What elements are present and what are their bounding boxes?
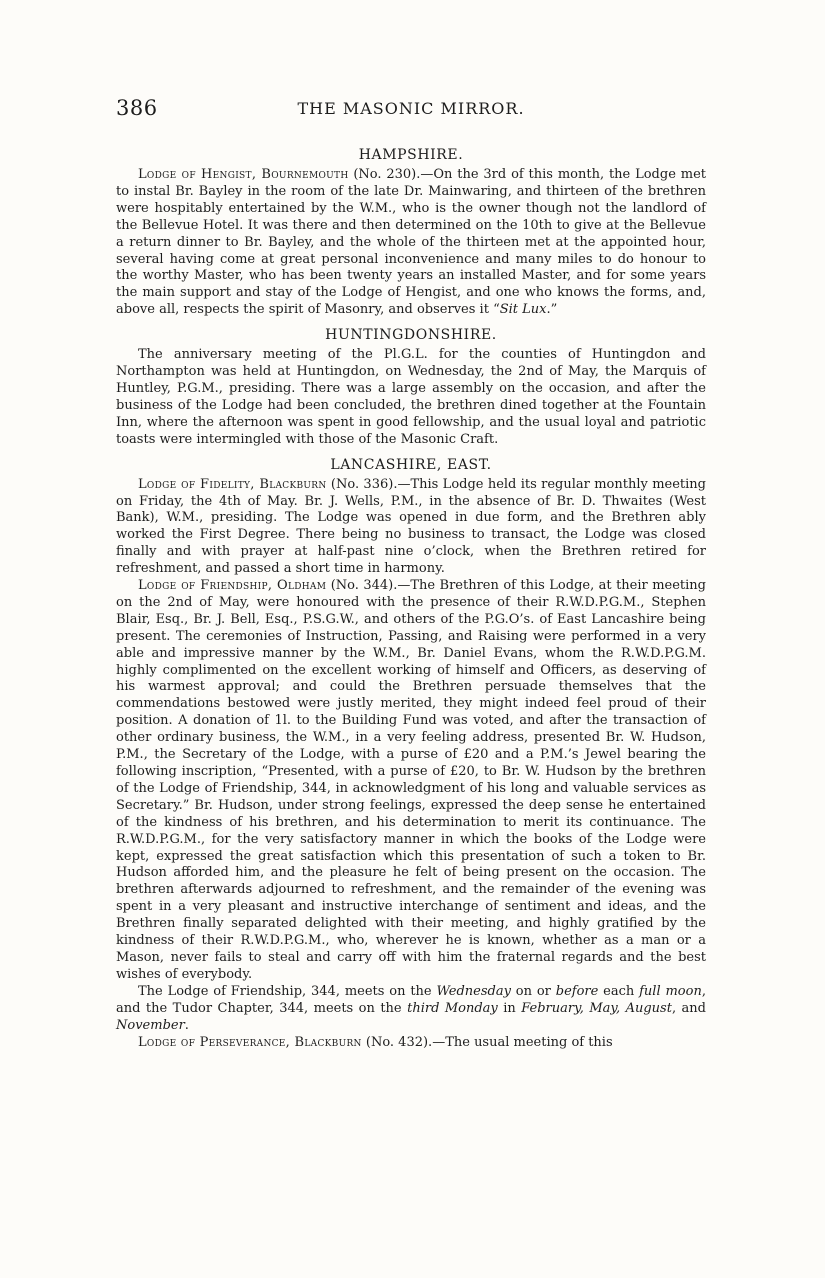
paragraph-text: (No. 344).—The Brethren of this Lodge, at their meeting on the 2nd of May, were honoured with the presence of their R.W.D.P.G.M., Stephen Blair, Esq., Br. J. Bell, Esq., P.S.G.W., and others of the P.G.O’s. of East Lancashire being present. The ceremonies of Instruction, Passing, and Raising were performed in a very able and impressive manner by the W.M., Br. Daniel Evans, whom the R.W.D.P.G.M. highly complimented on the excellent working of himself and Officers, as deserving of his warmest approval; and could the Brethren persuade themselves that the commendations bestowed were justly merited, they might indeed feel proud of their position. A donation of 1l. to the Building Fund was voted, and after the transaction of other ordinary business, the W.M., in a very feeling address, presented Br. W. Hudson, P.M., the Secretary of the Lodge, with a purse of £20 and a P.M.’s Jewel bearing the following inscription, “Presented, with a purse of £20, to Br. W. Hudson by the brethren of the Lodge of Friendship, 344, in acknowledgment of his long and valuable services as Secretary.” Br. Hudson, under strong feelings, expressed the deep sense he entertained of the kindness of his brethren, and his determination to merit its continuance. The R.W.D.P.G.M., for the very satisfactory manner in which the books of the Lodge were kept, expressed the great satisfaction which this presentation of such a token to Br. Hudson afforded him, and the pleasure he felt of being present on the occasion. The brethren afterwards adjourned to refreshment, and the remainder of the evening was spent in a very pleasant and instructive interchange of sentiment and ideas, and the Brethren finally separated delighted with their meeting, and highly gratified by the kindness of their R.W.D.P.G.M., who, wherever he is known, whether as a man or a Mason, never fails to steal and carry off with him the fraternal regards and the best wishes of everybody. [116,578,706,982]
paragraph-text: (No. 336).—This Lodge held its regular monthly meeting on Friday, the 4th of May. Br. J. Wells, P.M., in the absence of Br. D. Thwaites (West Bank), W.M., presiding. The Lodge was opened in due form, and the Brethren ably worked the First Degree. There being no business to transact, the Lodge was closed finally and with prayer at half-past nine o’clock, when the Brethren retired for refreshment, and passed a short time in harmony. [116,476,706,577]
paragraph-lodge-of-friendship [116,578,706,984]
running-head [116,96,706,120]
paragraph-text: (No. 432).—The usual meeting of this [361,1034,613,1050]
paragraph-lodge-of-fidelity [116,477,706,578]
text-run: each [598,983,640,999]
article-body [116,146,706,1051]
paragraph-text-end: .” [546,302,558,318]
italic-run: before [555,983,599,999]
section-heading-hampshire: HAMPSHIRE. [358,147,464,163]
italic-run: Wednesday [436,983,511,999]
lodge-name: Lodge of Friendship, Oldham [138,578,327,594]
paragraph-provincial-grand-lodge-meeting: The anniversary meeting of the Pl.G.L. for the counties of Huntingdon and Northampton was held at Huntingdon, on Wednesday, the 2nd of May, the Marquis of Huntley, P.G.M., presiding. There was a large assembly on the occasion, and after the business of the Lodge had been concluded, the brethren dined together at the Fountain Inn, where the afternoon was spent in good fellowship, and the usual loyal and patriotic toasts were intermingled with those of the Masonic Craft. [116,347,706,447]
text-run: in [497,1000,522,1016]
lodge-name: Lodge of Perseverance, Blackburn [138,1034,362,1050]
lodge-name: Lodge of Fidelity, Blackburn [138,476,327,492]
section-heading-lancashire-east: LANCASHIRE, EAST. [330,456,492,473]
lodge-name: Lodge of Hengist, Bournemouth [138,167,349,182]
text-run: on or [510,983,556,999]
text-run: The Lodge of Friendship, 344, meets on the [138,983,437,999]
italic-run: third Monday [407,1000,498,1016]
section-heading-huntingdonshire: HUNTINGDONSHIRE. [325,327,497,344]
text-run: . [184,1017,189,1033]
italic-run: February, May, August [521,1000,672,1016]
paragraph-meeting-schedule [116,984,706,1035]
motto-text: Sit Lux [499,302,547,318]
italic-run: November [116,1017,185,1033]
paragraph-lodge-of-perseverance [116,1035,706,1052]
paragraph-lodge-of-hengist [116,167,706,319]
text-run: , and [671,1000,706,1016]
text-run: , and the Tudor Chapter, 344, meets on the [116,983,706,1016]
paragraph-text: (No. 230).—On the 3rd of this month, the Lodge met to instal Br. Bayley in the room of the late Dr. Mainwaring, and thirteen of the brethren were hospitably entertained by the W.M., who is the owner though not the landlord of the Bellevue Hotel. It was there and then determined on the 10th to give at the Bellevue a return dinner to Br. Bayley, and the whole of the thirteen met at the appointed hour, several having come at great personal inconvenience and many miles to do honour to the worthy Master, who has been twenty years an installed Master, and for some years the main support and stay of the Lodge of Hengist, and one who knows the forms, and, above all, respects the spirit of Masonry, and observes it “ [116,167,706,318]
page-number: 386 [116,96,158,120]
journal-title: THE MASONIC MIRROR. [297,99,525,118]
italic-run: full moon [639,983,702,999]
